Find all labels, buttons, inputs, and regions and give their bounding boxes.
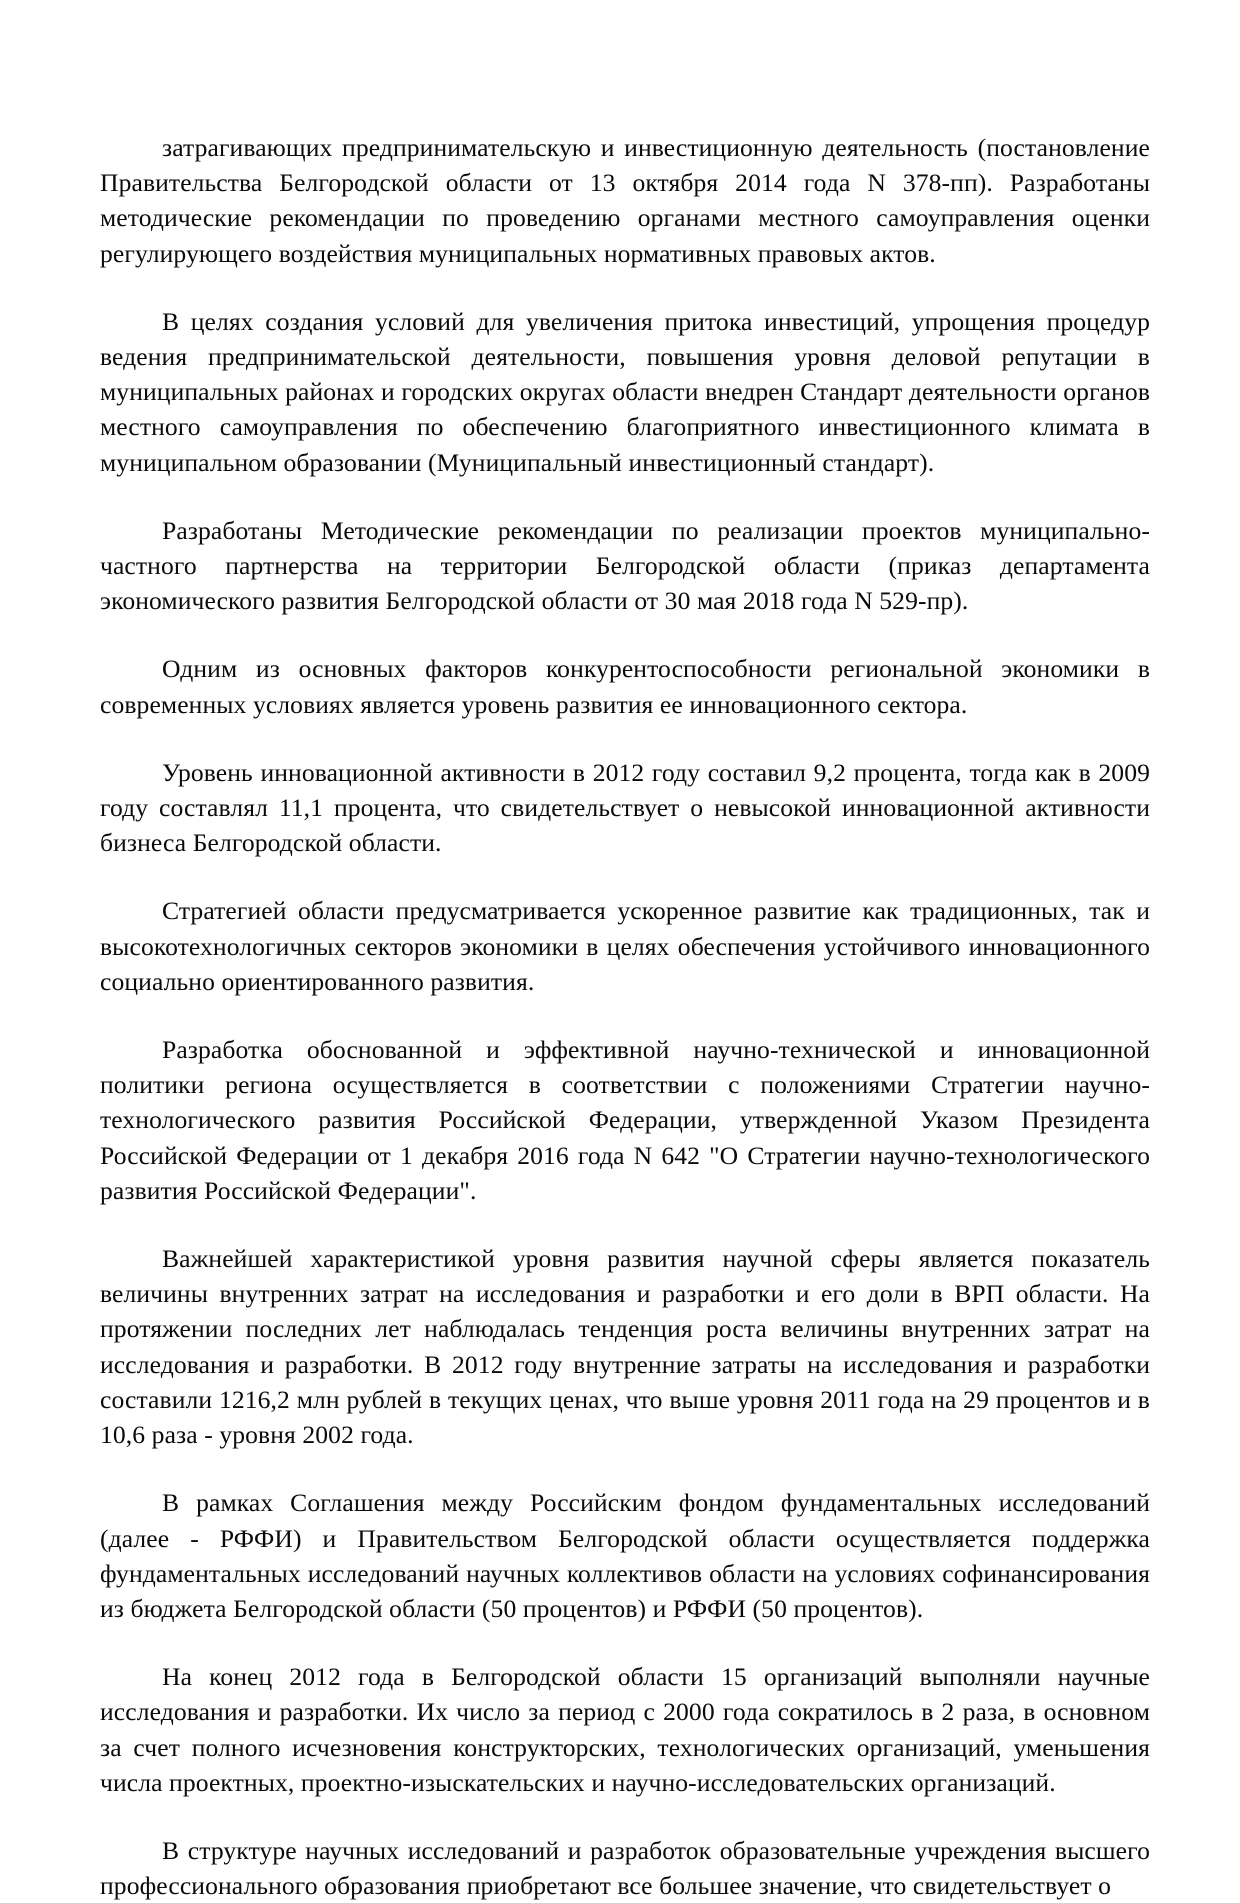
paragraph-regulatory-impact-assessment: затрагивающих предпринимательскую и инвестиционную деятельность (постановление Правительства Белгородской области от 13 октября 2014 года N 378-пп). Разработаны методические рекомендации по проведению органами местного самоуправления оценки регулирующего воздействия муниципальных нормативных правовых актов. bbox=[100, 133, 1150, 268]
document-body bbox=[100, 130, 1150, 1903]
paragraph-ppp-methodical-recommendations: Разработаны Методические рекомендации по реализации проектов муниципально-частного партнерства на территории Белгородской области (приказ департамента экономического развития Белгородской области от 30 мая 2018 года N 529-пр). bbox=[100, 515, 1150, 616]
paragraph-municipal-investment-standard: В целях создания условий для увеличения притока инвестиций, упрощения процедур ведения предпринимательской деятельности, повышения уровня деловой репутации в муниципальных районах и городских округах области внедрен Стандарт деятельности органов местного самоуправления по обеспечению благоприятного инвестиционного климата в муниципальном образовании (Муниципальный инвестиционный стандарт). bbox=[100, 306, 1150, 477]
paragraph-research-organizations-count: На конец 2012 года в Белгородской области 15 организаций выполняли научные исследования и разработки. Их число за период с 2000 года сократилось в 2 раза, в основном за счет полного исчезновения конструкторских, технологических организаций, уменьшения числа проектных, проектно-изыскательских и научно-исследовательских организаций. bbox=[100, 1662, 1150, 1797]
paragraph-strategy-accelerated-development: Стратегией области предусматривается ускоренное развитие как традиционных, так и высокотехнологичных секторов экономики в целях обеспечения устойчивого инновационного социально ориентированного развития. bbox=[100, 896, 1150, 996]
paragraph-internal-rd-expenditures: Важнейшей характеристикой уровня развития научной сферы является показатель величины внутренних затрат на исследования и разработки и его доли в ВРП области. На протяжении последних лет наблюдалась тенденция роста величины внутренних затрат на исследования и разработки. В 2012 году внутренние затраты на исследования и разработки составили 1216,2 млн рублей в текущих ценах, что выше уровня 2011 года на 29 процентов и в 10,6 раза - уровня 2002 года. bbox=[100, 1244, 1150, 1450]
paragraph-rffi-agreement: В рамках Соглашения между Российским фондом фундаментальных исследований (далее - РФФИ) и Правительством Белгородской области осуществляется поддержка фундаментальных исследований научных коллективов области на условиях софинансирования из бюджета Белгородской области (50 процентов) и РФФИ (50 процентов). bbox=[100, 1488, 1150, 1623]
paragraph-science-technology-policy: Разработка обоснованной и эффективной научно-технической и инновационной политики региона осуществляется в соответствии с положениями Стратегии научно-технологического развития Российской Федерации, утвержденной Указом Президента Российской Федерации от 1 декабря 2016 года N 642 "О Стратегии научно-технологического развития Российской Федерации". bbox=[100, 1035, 1150, 1205]
paragraph-innovation-sector-competitiveness: Одним из основных факторов конкурентоспособности региональной экономики в современных условиях является уровень развития ее инновационного сектора. bbox=[100, 654, 1150, 719]
paragraph-innovation-activity-level: Уровень инновационной активности в 2012 году составил 9,2 процента, тогда как в 2009 году составлял 11,1 процента, что свидетельствует о невысокой инновационной активности бизнеса Белгородской области. bbox=[100, 757, 1150, 858]
paragraph-higher-education-institutions: В структуре научных исследований и разработок образовательные учреждения высшего профессионального образования приобретают все большее значение, что свидетельствует о bbox=[100, 1835, 1150, 1901]
